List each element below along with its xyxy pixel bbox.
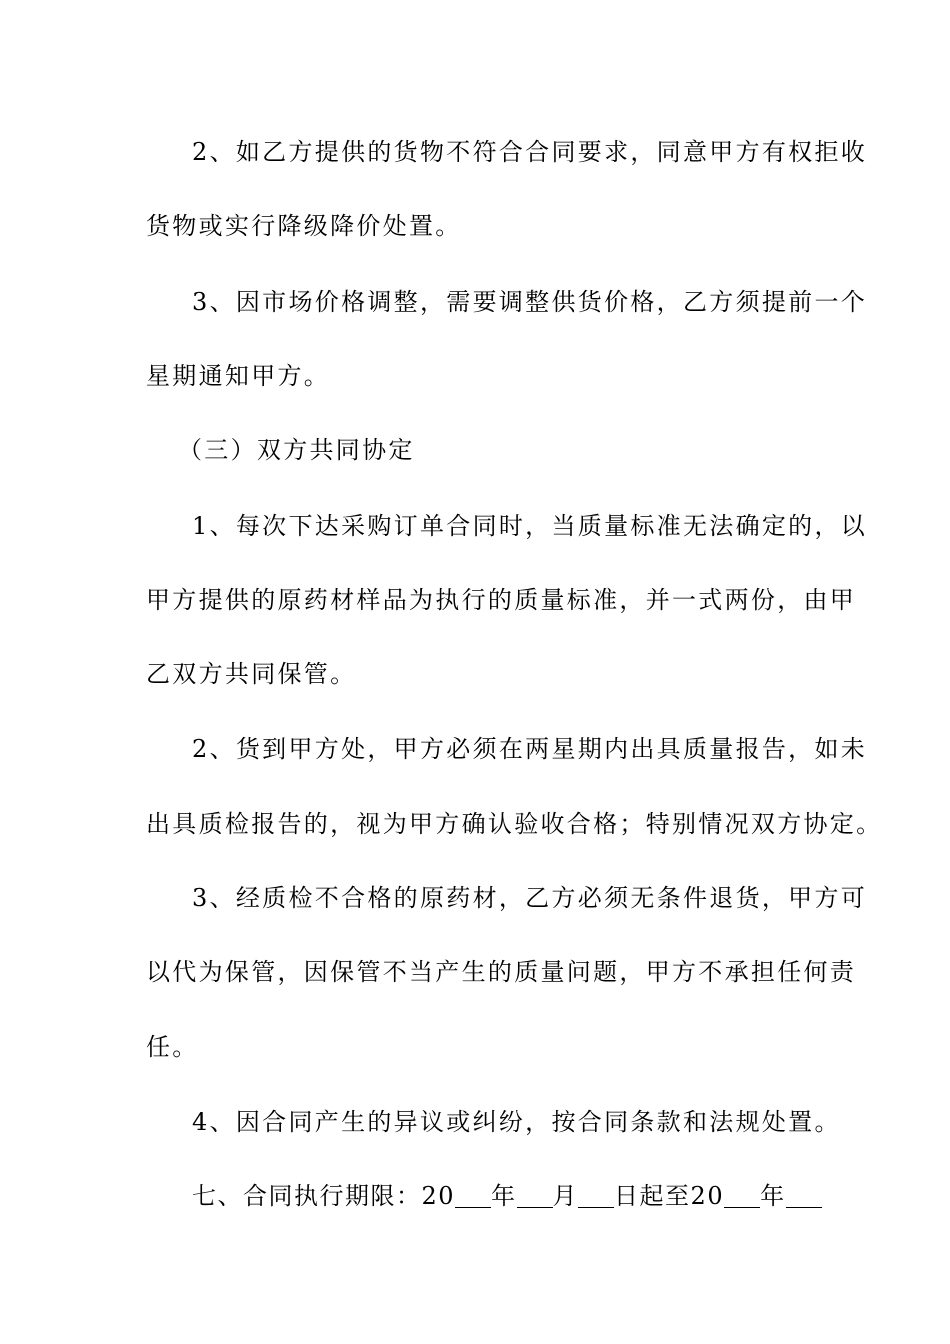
day-from-label: 日起至 (614, 1182, 691, 1210)
year-label: 年 (491, 1182, 517, 1210)
paragraph-line: 3、经质检不合格的原药材，乙方必须无条件退货，甲方可 (192, 884, 868, 912)
paragraph-line: 乙双方共同保管。 (146, 660, 357, 688)
start-year-blank[interactable] (455, 1183, 491, 1208)
start-day-blank[interactable] (578, 1183, 614, 1208)
year-label: 年 (760, 1182, 786, 1210)
paragraph-line: 出具质检报告的，视为甲方确认验收合格；特别情况双方协定。 (146, 810, 883, 838)
paragraph-line: 4、因合同产生的异议或纠纷，按合同条款和法规处置。 (192, 1108, 841, 1136)
paragraph-line: 货物或实行降级降价处置。 (146, 212, 462, 240)
paragraph-line: 任。 (146, 1033, 199, 1061)
paragraph-line: 甲方提供的原药材样品为执行的质量标准，并一式两份，由甲 (146, 586, 857, 614)
paragraph-line: 星期通知甲方。 (146, 362, 331, 390)
paragraph-line: 以代为保管，因保管不当产生的质量问题，甲方不承担任何责 (146, 958, 857, 986)
term-label: 七、合同执行期限： (192, 1182, 422, 1210)
start-month-blank[interactable] (517, 1183, 553, 1208)
section-heading: （三）双方共同协定 (178, 436, 415, 464)
month-label: 月 (552, 1182, 579, 1210)
end-year-blank[interactable] (724, 1183, 760, 1208)
paragraph-line: 2、如乙方提供的货物不符合合同要求，同意甲方有权拒收 (192, 138, 868, 166)
century-prefix: 20 (690, 1182, 725, 1210)
end-month-blank[interactable] (786, 1183, 822, 1208)
contract-term-line (192, 1176, 862, 1216)
paragraph-line: 3、因市场价格调整，需要调整供货价格，乙方须提前一个 (192, 288, 868, 316)
paragraph-line: 2、货到甲方处，甲方必须在两星期内出具质量报告，如未 (192, 735, 868, 763)
paragraph-line: 1、每次下达采购订单合同时，当质量标准无法确定的，以 (192, 512, 868, 540)
century-prefix: 20 (421, 1182, 456, 1210)
